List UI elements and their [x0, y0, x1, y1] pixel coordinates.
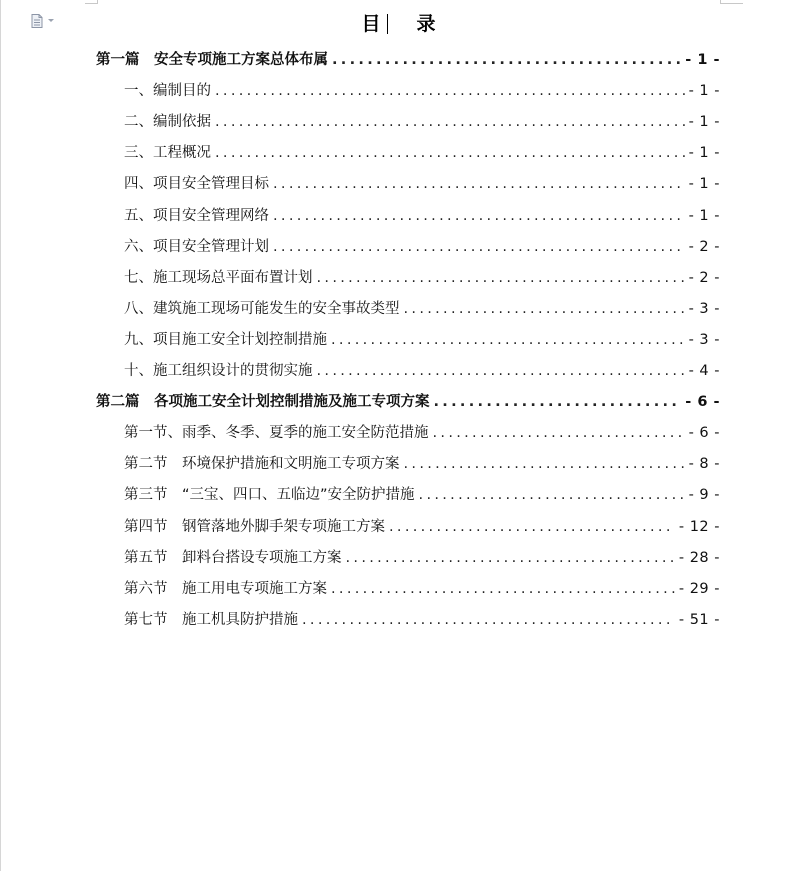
toc-section-entry[interactable] [124, 76, 720, 107]
toc-section-entry[interactable] [124, 356, 720, 387]
toc-page-number: - 12 - [678, 518, 720, 535]
toc-entry-label: 五、项目安全管理网络 [124, 207, 269, 224]
toc-part-entry[interactable] [96, 387, 720, 418]
toc-page-number: - 3 - [688, 300, 720, 317]
toc-section-entry[interactable] [124, 543, 720, 574]
toc-page-number: - 51 - [678, 611, 720, 628]
toc-leader-dots [331, 325, 685, 356]
toc-leader-dots [434, 387, 682, 418]
toc-page-number: - 1 - [688, 176, 720, 193]
toc-entry-label: 二、编制依据 [124, 114, 211, 131]
toc-leader-dots [331, 574, 675, 605]
toc-entry-label: 第六节 施工用电专项施工方案 [124, 580, 327, 597]
toc-section-entry[interactable] [124, 232, 720, 263]
toc-entry-label: 第二节 环境保护措施和文明施工专项方案 [124, 456, 400, 473]
toc-section-entry[interactable] [124, 294, 720, 325]
toc-leader-dots [215, 76, 685, 107]
toc-leader-dots [317, 356, 685, 387]
toc-section-entry[interactable] [124, 605, 720, 636]
toc-leader-dots [419, 480, 685, 511]
toc-leader-dots [433, 418, 685, 449]
toc-entry-label: 三、工程概况 [124, 145, 211, 162]
crop-mark-left [97, 0, 98, 4]
toc-leader-dots [332, 45, 681, 76]
toc-entry-label: 第三节 “三宝、四口、五临边”安全防护措施 [124, 487, 415, 504]
toc-page-number: - 2 - [688, 238, 720, 255]
toc-leader-dots [215, 138, 685, 169]
toc-section-entry[interactable] [124, 512, 720, 543]
toc-leader-dots [404, 449, 685, 480]
toc-entry-label: 第七节 施工机具防护措施 [124, 611, 298, 628]
toc-leader-dots [215, 107, 685, 138]
toc-leader-dots [302, 605, 675, 636]
toc-section-entry[interactable] [124, 201, 720, 232]
toc-page-number: - 3 - [688, 331, 720, 348]
toc-entry-label: 第一节、雨季、冬季、夏季的施工安全防范措施 [124, 425, 429, 442]
toc-page-number: - 1 - [688, 114, 720, 131]
toc-leader-dots [404, 294, 685, 325]
toc-entry-label: 四、项目安全管理目标 [124, 176, 269, 193]
toc-title [1, 11, 795, 37]
toc-page-number: - 6 - [685, 394, 720, 411]
toc-leader-dots [273, 201, 685, 232]
toc-section-entry[interactable] [124, 263, 720, 294]
toc-title-char-1: 目 [361, 13, 381, 35]
toc-page-number: - 8 - [688, 456, 720, 473]
toc-section-entry[interactable] [124, 480, 720, 511]
crop-mark-line-left [85, 3, 97, 4]
toc-leader-dots [317, 263, 685, 294]
toc-entry-label: 第五节 卸料台搭设专项施工方案 [124, 549, 342, 566]
toc-entry-label: 第一篇 安全专项施工方案总体布属 [96, 52, 328, 68]
toc-title-char-2: 录 [416, 13, 436, 35]
toc-page-number: - 29 - [678, 580, 720, 597]
toc-page-number: - 9 - [688, 487, 720, 504]
toc-section-entry[interactable] [124, 138, 720, 169]
toc-section-entry[interactable] [124, 169, 720, 200]
toc-entry-label: 六、项目安全管理计划 [124, 238, 269, 255]
toc-entry-label: 一、编制目的 [124, 83, 211, 100]
toc-entry-label: 第二篇 各项施工安全计划控制措施及施工专项方案 [96, 394, 430, 411]
toc-page-number: - 1 - [688, 83, 720, 100]
toc-section-entry[interactable] [124, 418, 720, 449]
toc-entry-label: 第四节 钢管落地外脚手架专项施工方案 [124, 518, 385, 535]
toc-page-number: - 1 - [685, 52, 720, 68]
toc-section-entry[interactable] [124, 449, 720, 480]
toc-entry-label: 七、施工现场总平面布置计划 [124, 269, 313, 286]
toc-page-number: - 6 - [688, 425, 720, 442]
toc-entry-label: 九、项目施工安全计划控制措施 [124, 331, 327, 348]
toc-section-entry[interactable] [124, 107, 720, 138]
toc-leader-dots [346, 543, 675, 574]
toc-leader-dots [273, 169, 685, 200]
toc-page-number: - 4 - [688, 363, 720, 379]
toc-page-number: - 28 - [678, 549, 720, 566]
toc-leader-dots [273, 232, 685, 263]
toc-section-entry[interactable] [124, 325, 720, 356]
toc-leader-dots [389, 512, 675, 543]
toc-page-number: - 1 - [688, 207, 720, 224]
toc-part-entry[interactable] [96, 45, 720, 76]
toc-section-entry[interactable] [124, 574, 720, 605]
toc-entry-label: 八、建筑施工现场可能发生的安全事故类型 [124, 300, 400, 317]
crop-mark-line-right [721, 3, 743, 4]
toc-entry-label: 十、施工组织设计的贯彻实施 [124, 363, 313, 379]
toc-page-number: - 2 - [688, 269, 720, 286]
toc-page-number: - 1 - [688, 145, 720, 162]
